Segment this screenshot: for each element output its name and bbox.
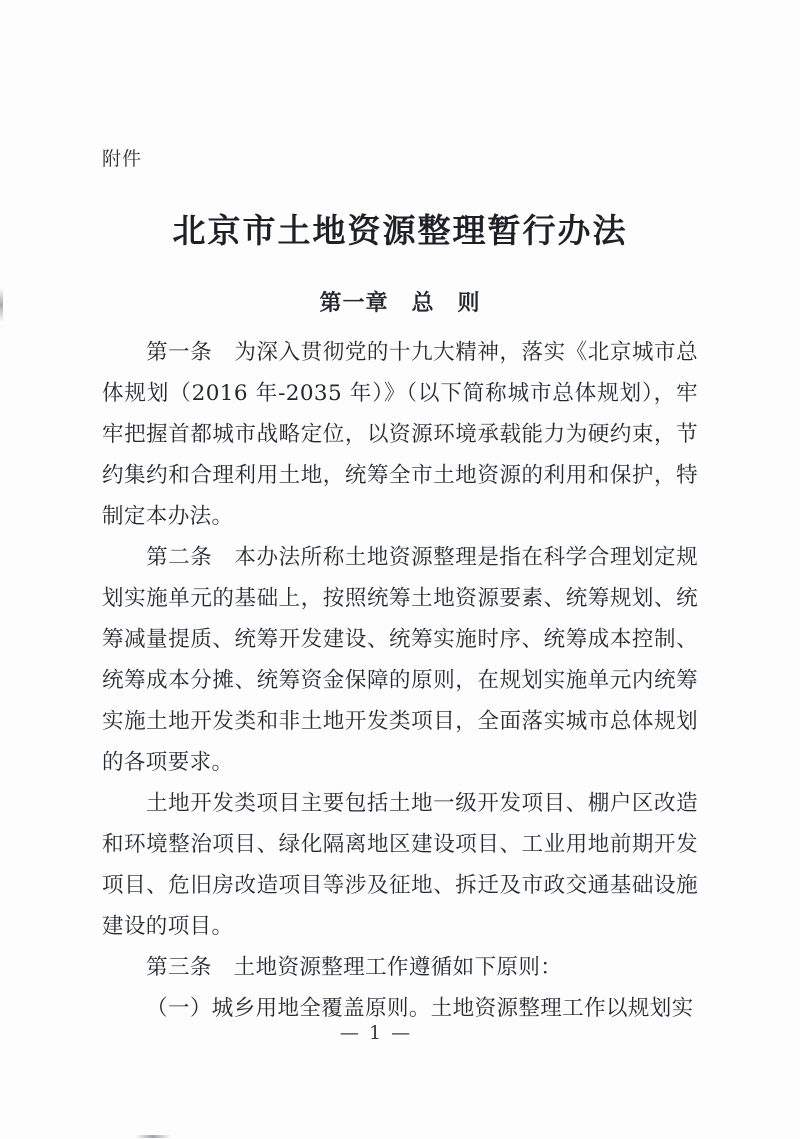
attachment-label: 附件 [102, 148, 143, 170]
page-title: 北京市土地资源整理暂行办法 [172, 211, 628, 250]
paragraph-text-article-2-continued: 土地开发类项目主要包括土地一级开发项目、棚户区改造和环境整治项目、绿化隔离地区建设项目、工业用地前期开发项目、危旧房改造项目等涉及征地、拆迁及市政交通基础设施建设的项目。 [102, 791, 698, 939]
paragraph-article-2-continued [102, 783, 698, 947]
paragraph-text-article-2: 本办法所称土地资源整理是指在科学合理划定规划实施单元的基础上，按照统筹土地资源要素、统筹规划、统筹减量提质、统筹开发建设、统筹实施时序、统筹成本控制、统筹成本分摊、统筹资金保障的原则，在规划实施单元内统筹实施土地开发类和非土地开发类项目，全面落实城市总体规划的各项要求。 [102, 545, 699, 775]
body-text-block [102, 332, 698, 1029]
paragraph-article-1 [102, 332, 698, 537]
paragraph-lead-article-3: 第三条 [146, 955, 212, 980]
paragraph-text-article-1: 为深入贯彻党的十九大精神，落实《北京城市总体规划（2016 年-2035 年）》（以下简称城市总体规划），牢牢把握首都城市战略定位，以资源环境承载能力为硬约束，节约集约和合理利用土地，统筹全市土地资源的利用和保护，特制定本办法。 [102, 340, 699, 529]
paragraph-article-2 [102, 537, 698, 783]
page-number: — 1 — [339, 1022, 413, 1044]
paragraph-article-3 [102, 947, 698, 988]
paragraph-lead-article-2: 第二条 [146, 545, 213, 570]
chapter-heading: 第一章 总 则 [319, 291, 481, 316]
scan-artifact-bottom-edge [135, 1135, 171, 1138]
paragraph-text-article-3-item-1: （一）城乡用地全覆盖原则。土地资源整理工作以规划实 [146, 996, 694, 1021]
paragraph-text-article-3: 土地资源整理工作遵循如下原则： [233, 955, 563, 980]
paragraph-lead-article-1: 第一条 [146, 340, 213, 365]
